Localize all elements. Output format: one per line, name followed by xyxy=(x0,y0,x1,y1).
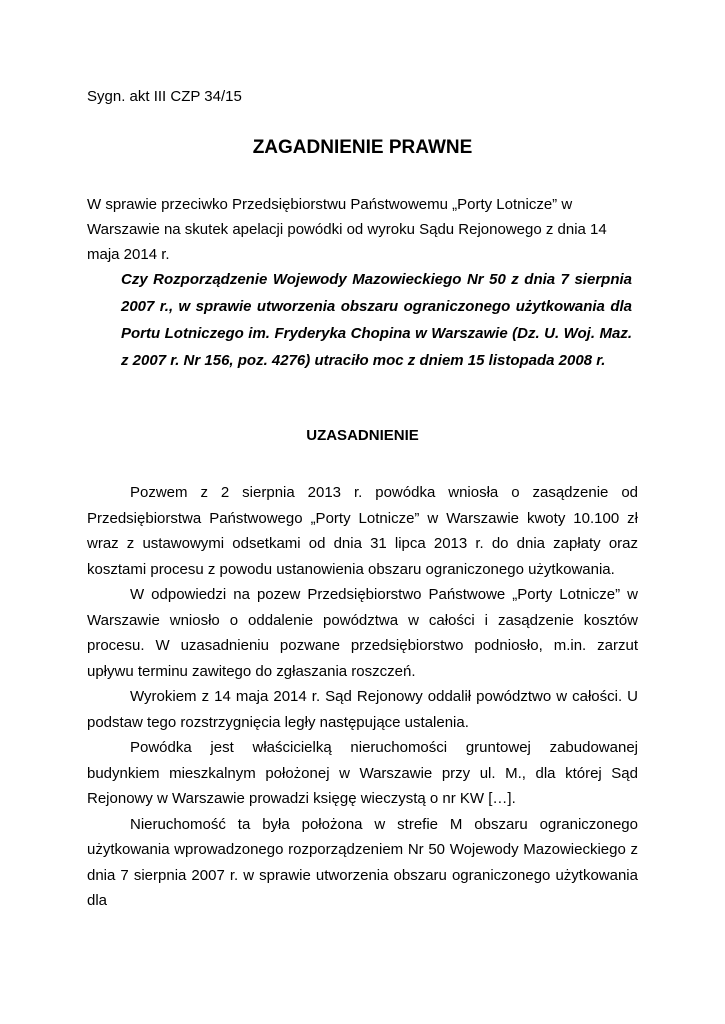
body-paragraph: Powódka jest właścicielką nieruchomości gruntowej zabudowanej budynkiem mieszkalnym położonej w Warszawie przy ul. M., dla której Sąd Rejonowy w Warszawie prowadzi księgę wieczystą o nr KW […]. xyxy=(87,739,638,807)
body-paragraph: W odpowiedzi na pozew Przedsiębiorstwo Państwowe „Porty Lotnicze” w Warszawie wniosło o oddalenie powództwa w całości i zasądzenie kosztów procesu. W uzasadnieniu pozwane przedsiębiorstwo podniosło, m.in. zarzut upływu terminu zawitego do zgłaszania roszczeń. xyxy=(87,586,638,680)
section-heading-justification: UZASADNIENIE xyxy=(306,427,419,444)
legal-question: Czy Rozporządzenie Wojewody Mazowieckiego Nr 50 z dnia 7 sierpnia 2007 r., w sprawie utworzenia obszaru ograniczonego użytkowania dla Portu Lotniczego im. Fryderyka Chopina w Warszawie (Dz. U. Woj. Maz. z 2007 r. Nr 156, poz. 4276) utraciło moc z dniem 15 listopada 2008 r. xyxy=(121,271,632,369)
case-signature: Sygn. akt III CZP 34/15 xyxy=(87,88,242,105)
body-paragraph: Nieruchomość ta była położona w strefie M obszaru ograniczonego użytkowania wprowadzonego rozporządzeniem Nr 50 Wojewody Mazowieckiego z dnia 7 sierpnia 2007 r. w sprawie utworzenia obszaru ograniczonego użytkowania dla xyxy=(87,815,638,909)
document-title: ZAGADNIENIE PRAWNE xyxy=(252,137,473,158)
intro-paragraph: W sprawie przeciwko Przedsiębiorstwu Państwowemu „Porty Lotnicze” w Warszawie na skutek apelacji powódki od wyroku Sądu Rejonowego z dnia 14 maja 2014 r. xyxy=(87,196,607,263)
body-paragraph: Wyrokiem z 14 maja 2014 r. Sąd Rejonowy oddalił powództwo w całości. U podstaw tego rozstrzygnięcia legły następujące ustalenia. xyxy=(87,688,638,731)
body-paragraph: Pozwem z 2 sierpnia 2013 r. powódka wniosła o zasądzenie od Przedsiębiorstwa Państwowego „Porty Lotnicze” w Warszawie kwoty 10.100 zł wraz z ustawowymi odsetkami od dnia 31 lipca 2013 r. do dnia zapłaty oraz kosztami procesu z powodu ustanowienia obszaru ograniczonego użytkowania. xyxy=(87,484,638,578)
justification-body xyxy=(87,480,638,914)
